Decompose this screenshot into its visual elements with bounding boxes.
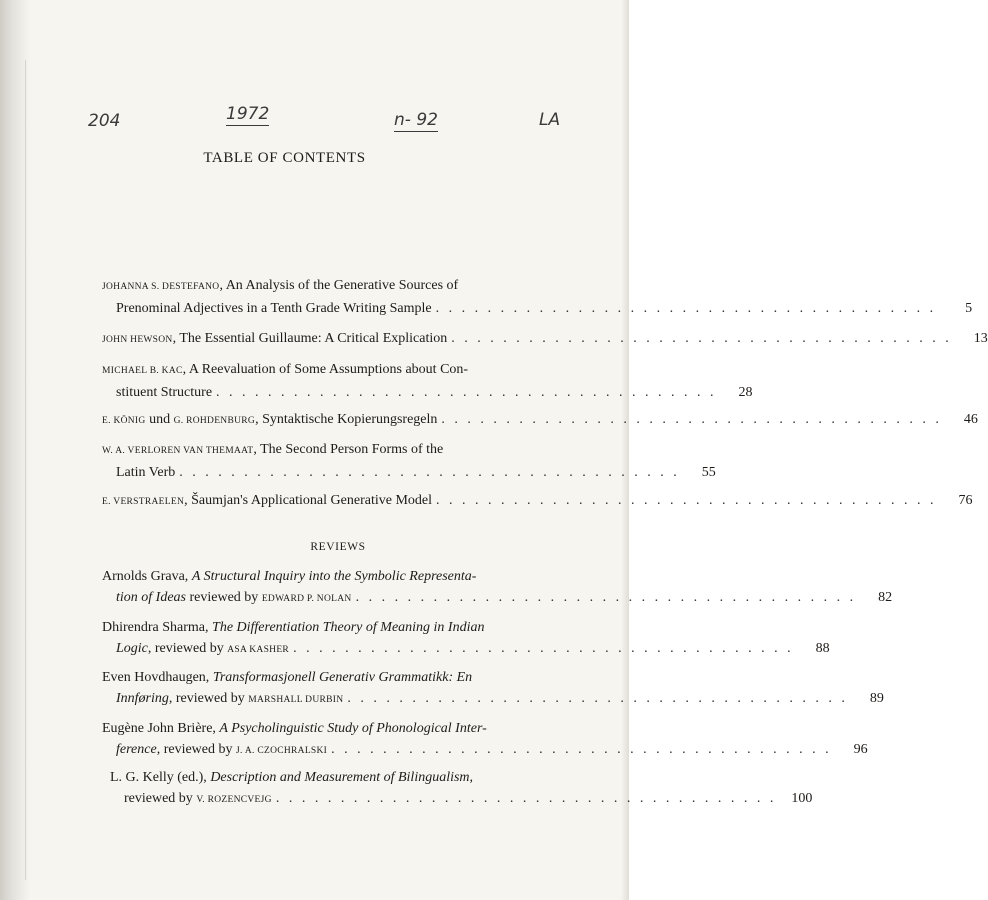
- reviewer-name: ASA KASHER: [227, 645, 290, 655]
- review-book-author: Even Hovdhaugen,: [102, 670, 213, 685]
- toc-entry-line: [102, 298, 973, 319]
- toc-entry-line: [102, 439, 520, 462]
- review-book-author: Eugène John Brière,: [102, 721, 220, 736]
- entry-title: , A Reevaluation of Some Assumptions about Con-: [182, 362, 469, 377]
- entry-title-continued: Prenominal Adjectives in a Tenth Grade Writing Sample: [116, 301, 432, 316]
- entry-page-number: 28: [738, 385, 753, 400]
- toc-entry-line: [102, 462, 716, 483]
- dot-leader: . . . . . . . . . . . . . . . . . . . . . . . . . . . . . . . . . . . . . . .: [451, 331, 952, 346]
- review-page-number: 89: [869, 691, 884, 706]
- review-entry-line: [110, 788, 813, 811]
- entry-title-continued: stituent Structure: [116, 385, 213, 400]
- entry-page-number: 46: [963, 412, 978, 427]
- entry-author: JOHANNA S. DESTEFANO: [102, 282, 220, 292]
- review-book-title-continued: tion of Ideas: [116, 590, 186, 605]
- entry-page-number: 76: [958, 493, 973, 508]
- page-edge-shadow: [621, 0, 629, 900]
- review-page-number: 88: [815, 641, 830, 656]
- handwritten-year: 1972: [226, 104, 270, 124]
- review-entry-line: [102, 688, 884, 711]
- entry-conjunction: und: [145, 412, 174, 427]
- reviewer-name: J. A. CZOCHRALSKI: [236, 746, 328, 756]
- entry-page-number: 55: [701, 465, 716, 480]
- handwritten-issue: n- 92: [394, 110, 438, 130]
- entry-author: E. KÖNIG: [102, 416, 146, 426]
- reviewed-by-text: , reviewed by: [147, 641, 228, 656]
- review-entry-grava: [102, 566, 893, 610]
- toc-entry-koenig-rohdenburg: [102, 409, 978, 432]
- page-crease: [25, 60, 26, 880]
- toc-entry-verstraelen: [102, 490, 973, 513]
- reviewed-by-text: reviewed by: [124, 791, 197, 806]
- dot-leader: . . . . . . . . . . . . . . . . . . . . . . . . . . . . . . . . . . . . . . .: [275, 791, 777, 806]
- toc-entry-line: [102, 490, 973, 513]
- entry-author: MICHAEL B. KAC: [102, 366, 183, 376]
- dot-leader: . . . . . . . . . . . . . . . . . . . . . . . . . . . . . . . . . . . . . . .: [441, 412, 942, 427]
- entry-author: E. VERSTRAELEN: [102, 497, 185, 507]
- dot-leader: . . . . . . . . . . . . . . . . . . . . . . . . . . . . . . . . . . . . . . .: [216, 385, 717, 400]
- review-page-number: 82: [878, 590, 893, 605]
- review-entry-line: [102, 667, 518, 688]
- review-entry-line: [102, 617, 518, 638]
- toc-entry-destefano: [102, 275, 973, 319]
- reviews-heading: REVIEWS: [310, 541, 366, 553]
- reviewer-name: V. ROZENCVEJG: [196, 795, 272, 805]
- reviewed-by-text: , reviewed by: [156, 742, 236, 757]
- entry-author: W. A. VERLOREN VAN THEMAAT: [102, 446, 254, 456]
- review-book-title-continued: ference: [116, 742, 157, 757]
- review-entry-line: [102, 739, 868, 762]
- review-entry-briere: [102, 718, 868, 762]
- review-book-title-continued: Innføring: [116, 691, 169, 706]
- review-book-author: L. G. Kelly (ed.),: [110, 770, 211, 785]
- review-book-title: A Psycholinguistic Study of Phonological Inter-: [219, 721, 487, 736]
- review-book-title: Transformasjonell Generativ Grammatikk: En: [212, 670, 473, 685]
- entry-title: , Šaumjan's Applicational Generative Model: [184, 493, 432, 508]
- review-entry-line: [102, 587, 893, 610]
- toc-entry-line: [102, 275, 520, 298]
- review-entry-line: [102, 566, 518, 587]
- toc-entry-hewson: [102, 328, 988, 351]
- review-entry-line: [102, 718, 518, 739]
- entry-page-number: 13: [973, 331, 988, 346]
- review-page-number: 100: [791, 791, 813, 806]
- review-entry-hovdhaugen: [102, 667, 884, 711]
- reviewer-name: EDWARD P. NOLAN: [261, 594, 352, 604]
- review-book-title: A Structural Inquiry into the Symbolic Representa-: [191, 569, 477, 584]
- entry-coauthor: G. ROHDENBURG: [173, 416, 256, 426]
- toc-entry-kac: [102, 359, 753, 403]
- review-entry-line: [102, 638, 830, 661]
- toc-entry-line: [102, 382, 753, 403]
- dot-leader: . . . . . . . . . . . . . . . . . . . . . . . . . . . . . . . . . . . . . . .: [293, 641, 794, 656]
- review-book-author: Arnolds Grava,: [102, 569, 192, 584]
- dot-leader: . . . . . . . . . . . . . . . . . . . . . . . . . . . . . . . . . . . . . . .: [436, 493, 937, 508]
- handwritten-ref-number: 204: [88, 111, 121, 131]
- toc-entry-line: [102, 328, 988, 351]
- page-title: TABLE OF CONTENTS: [203, 150, 366, 166]
- entry-title: , The Second Person Forms of the: [253, 442, 444, 457]
- dot-leader: . . . . . . . . . . . . . . . . . . . . . . . . . . . . . . . . . . . . . . .: [331, 742, 832, 757]
- review-page-number: 96: [853, 742, 868, 757]
- toc-entry-line: [102, 409, 978, 432]
- toc-entry-verloren-van-themaat: [102, 439, 716, 483]
- entry-author: JOHN HEWSON: [102, 335, 173, 345]
- reviewed-by-text: , reviewed by: [168, 691, 249, 706]
- entry-title: , An Analysis of the Generative Sources of: [219, 278, 459, 293]
- review-entry-kelly: [110, 767, 813, 811]
- reviewer-name: MARSHALL DURBIN: [248, 695, 344, 705]
- dot-leader: . . . . . . . . . . . . . . . . . . . . . . . . . . . . . . . . . . . . . . .: [179, 465, 680, 480]
- review-book-author: Dhirendra Sharma,: [102, 620, 213, 635]
- review-entry-sharma: [102, 617, 830, 661]
- toc-entry-line: [102, 359, 520, 382]
- handwritten-code: LA: [539, 110, 561, 130]
- review-book-title: Description and Measurement of Bilingualism,: [210, 770, 474, 785]
- review-entry-line: [110, 767, 520, 788]
- dot-leader: . . . . . . . . . . . . . . . . . . . . . . . . . . . . . . . . . . . . . . .: [347, 691, 848, 706]
- review-book-title-continued: Logic: [116, 641, 148, 656]
- entry-page-number: 5: [965, 301, 973, 316]
- entry-title-continued: Latin Verb: [116, 465, 176, 480]
- entry-title: , The Essential Guillaume: A Critical Explication: [172, 331, 448, 346]
- reviewed-by-text: reviewed by: [186, 590, 262, 605]
- review-book-title: The Differentiation Theory of Meaning in Indian: [212, 620, 485, 635]
- entry-title: , Syntaktische Kopierungsregeln: [255, 412, 438, 427]
- dot-leader: . . . . . . . . . . . . . . . . . . . . . . . . . . . . . . . . . . . . . . .: [435, 301, 937, 316]
- dot-leader: . . . . . . . . . . . . . . . . . . . . . . . . . . . . . . . . . . . . . . .: [355, 590, 857, 605]
